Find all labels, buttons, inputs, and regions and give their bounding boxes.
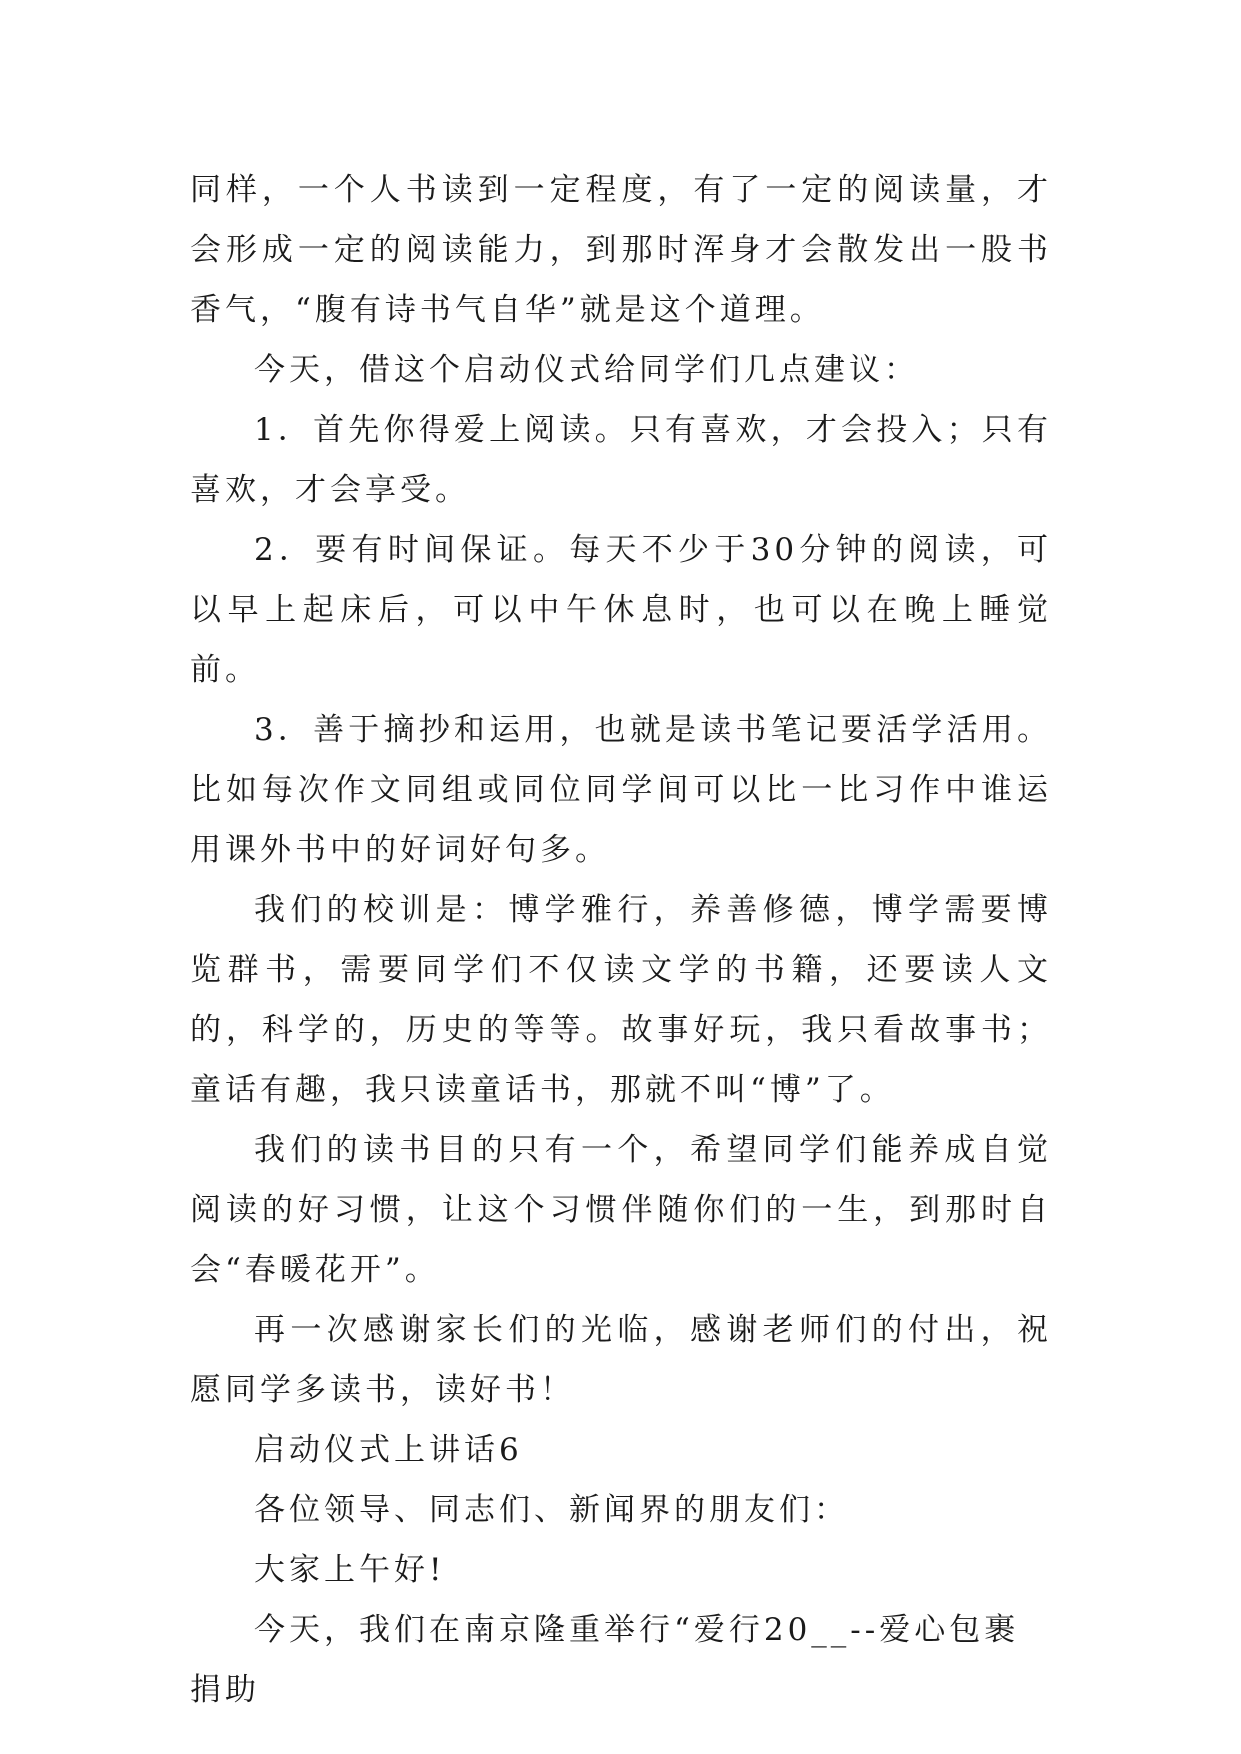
salutation: 各位领导、同志们、新闻界的朋友们： [254,1492,849,1528]
paragraph-2: 今天，借这个启动仪式给同学们几点建议： [254,352,919,388]
paragraph-5: 3．善于摘抄和运用，也就是读书笔记要活学活用。比如每次作文同组或同位同学间可以比一比习作中谁运用课外书中的好词好句多。 [190,712,1052,868]
document-body [190,160,1052,1720]
section-heading: 启动仪式上讲话6 [254,1432,523,1468]
paragraph-12: 今天，我们在南京隆重举行“爱行20__--爱心包裹捐助 [190,1612,1020,1708]
paragraph-6: 我们的校训是：博学雅行，养善修德，博学需要博览群书，需要同学们不仅读文学的书籍，还要读人文的，科学的，历史的等等。故事好玩，我只看故事书；童话有趣，我只读童话书，那就不叫“博”了。 [190,892,1052,1108]
paragraph-3: 1．首先你得爱上阅读。只有喜欢，才会投入；只有喜欢，才会享受。 [190,412,1052,508]
paragraph-8: 再一次感谢家长们的光临，感谢老师们的付出，祝愿同学多读书，读好书！ [190,1312,1052,1408]
paragraph-7: 我们的读书目的只有一个，希望同学们能养成自觉阅读的好习惯，让这个习惯伴随你们的一生，到那时自会“春暖花开”。 [190,1132,1052,1288]
paragraph-4: 2．要有时间保证。每天不少于30分钟的阅读，可以早上起床后，可以中午休息时，也可以在晚上睡觉前。 [190,532,1052,688]
paragraph-1: 同样，一个人书读到一定程度，有了一定的阅读量，才会形成一定的阅读能力，到那时浑身才会散发出一股书香气，“腹有诗书气自华”就是这个道理。 [190,172,1052,328]
greeting: 大家上午好! [254,1552,446,1588]
